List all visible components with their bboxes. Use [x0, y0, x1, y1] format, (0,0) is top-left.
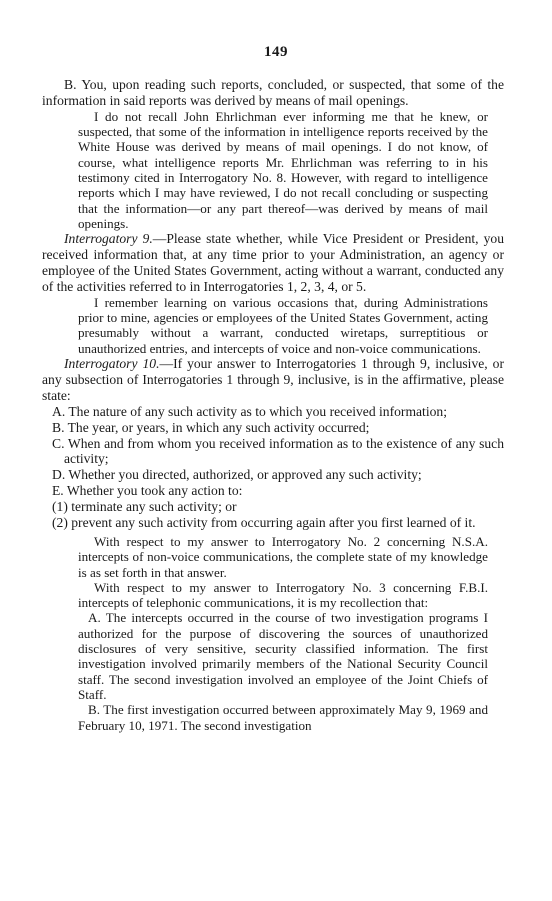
answer-8-paragraph: I do not recall John Ehrlichman ever informing me that he knew, or suspected, that some of the information in intelligence reports received by the White House was derived by means of mail openings. I do not know, of course, what intelligence reports Mr. Ehrlichman was referring to in his testimony cited in Interrogatory No. 8. However, with regard to intelligence reports which I may have reviewed, I do not recall concluding or suspecting that the information—or any part thereof—was derived by means of mail openings.	[78, 108, 488, 231]
question-b-paragraph: B. You, upon reading such reports, concluded, or suspected, that some of the information in said reports was derived by means of mail openings.	[42, 77, 504, 108]
answer-10-b-paragraph: B. The first investigation occurred between approximately May 9, 1969 and February 10, 1971. The second investigation	[78, 702, 488, 733]
interrogatory-9-paragraph	[42, 231, 504, 295]
page-number: 149	[264, 44, 288, 60]
list-item-b: B. The year, or years, in which any such activity occurred;	[52, 419, 370, 435]
interrogatory-9-text: —Please state whether, while Vice President or President, you received information that, at any time prior to your Administration, an agency or employee of the United States Government, acting without a warrant, conducted any of the activities referred to in Interrogatories 1, 2, 3, 4, or 5.	[42, 231, 504, 294]
interrogatory-10-paragraph	[42, 356, 504, 404]
interrogatory-10-heading: Interrogatory 10.	[64, 356, 160, 371]
list-item-a: A. The nature of any such activity as to which you received information;	[52, 403, 447, 419]
answer-9-paragraph: I remember learning on various occasions that, during Administrations prior to mine, agencies or employees of the United States Government, acting presumably without a warrant, conducted wiretaps, surreptitious or unauthorized entries, and intercepts of voice and non-voice communications.	[78, 294, 488, 356]
interrogatory-10-text: —If your answer to Interrogatories 1 through 9, inclusive, or any subsection of Interrogatories 1 through 9, inclusive, is in the affirmative, please state:	[42, 356, 504, 403]
answer-10-a-paragraph: A. The intercepts occurred in the course of two investigation programs I authorized for the purpose of discovering the sources of unauthorized disclosures of very sensitive, security classified information. The first investigation involved primarily members of the National Security Council staff. The second investigation involved an employee of the Joint Chiefs of Staff.	[78, 610, 488, 702]
list-item-e2: (2) prevent any such activity from occurring again after you first learned of it.	[52, 515, 476, 531]
list-item-e: E. Whether you took any action to:	[52, 483, 243, 499]
interrogatory-9-heading: Interrogatory 9.	[64, 231, 153, 247]
list-item-c: C. When and from whom you received information as to the existence of any such activity;	[52, 435, 504, 467]
list-item-e1: (1) terminate any such activity; or	[52, 499, 237, 515]
document-body	[42, 77, 504, 733]
list-item-d: D. Whether you directed, authorized, or approved any such activity;	[52, 467, 422, 483]
answer-10-fbi-paragraph: With respect to my answer to Interrogatory No. 3 concerning F.B.I. intercepts of telephonic communications, it is my recollection that:	[78, 579, 488, 611]
answer-10-nsa-paragraph: With respect to my answer to Interrogatory No. 2 concerning N.S.A. intercepts of non-voice communications, the complete state of my knowledge is as set forth in that answer.	[78, 533, 488, 580]
